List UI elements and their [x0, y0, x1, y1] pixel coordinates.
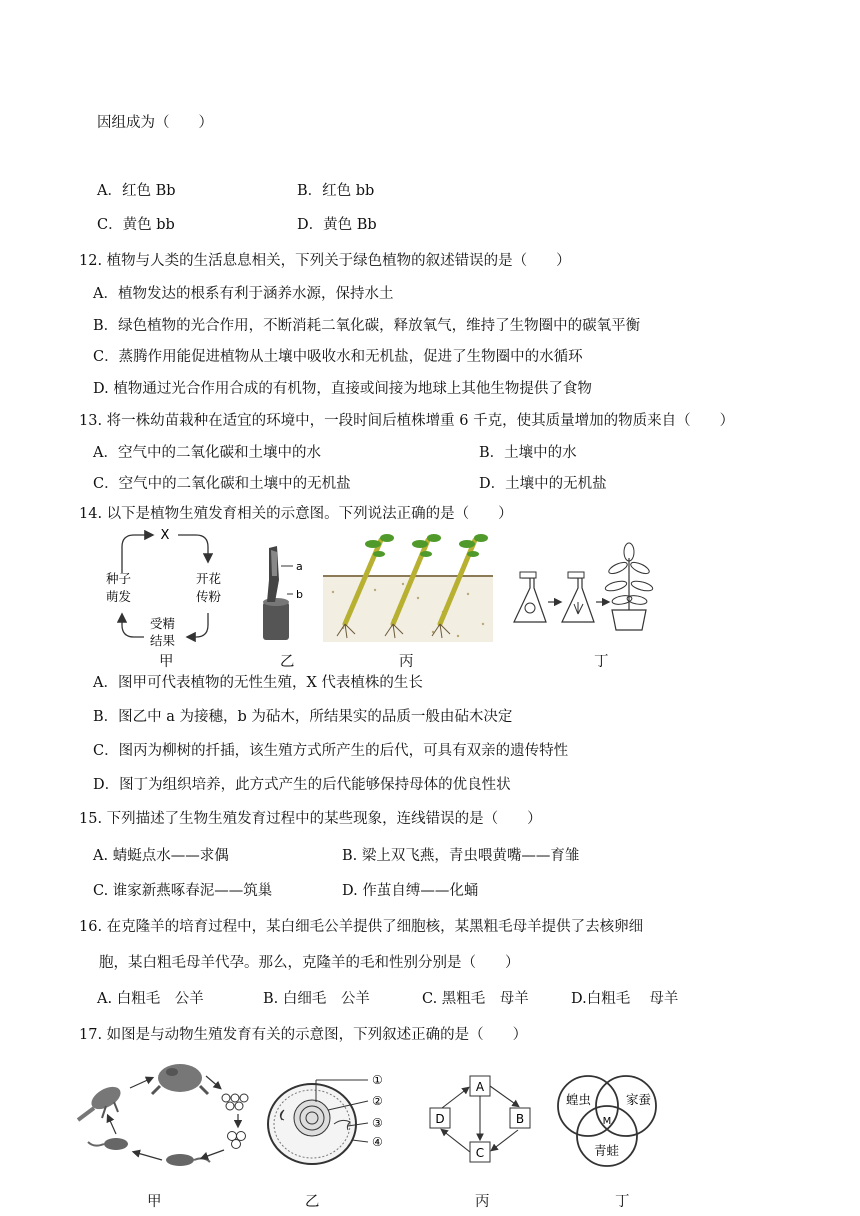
q13-option-b[interactable]: B．土壤中的水 [479, 445, 577, 461]
q15-option-b[interactable]: B. 梁上双飞燕，青虫喂黄嘴——育雏 [342, 848, 580, 864]
q16-option-b[interactable]: B. 白细毛 公羊 [263, 991, 370, 1007]
cycle-top-label: X [160, 528, 170, 543]
q12-option-c[interactable]: C．蒸腾作用能促进植物从土壤中吸收水和无机盐，促进了生物圈中的水循环 [93, 349, 583, 365]
venn-label-frog: 青蛙 [594, 1143, 620, 1158]
q12-stem: 12. 植物与人类的生活息息相关，下列关于绿色植物的叙述错误的是（ ） [79, 253, 571, 269]
egg-label-3: ③ [372, 1116, 383, 1130]
cycle-node-c: C [475, 1146, 485, 1160]
venn-label-silkworm: 家蚕 [626, 1092, 652, 1107]
q15-stem: 15. 下列描述了生物生殖发育过程中的某些现象，连线错误的是（ ） [79, 811, 542, 827]
q17-caption-bing: 丙 [475, 1194, 490, 1210]
egg-label-4: ④ [372, 1135, 383, 1149]
q14-option-b[interactable]: B．图乙中 a 为接穗，b 为砧木，所结果实的品质一般由砧木决定 [93, 709, 513, 725]
q17-caption-jia: 甲 [147, 1194, 162, 1210]
q15-option-c[interactable]: C. 谁家新燕啄春泥——筑巢 [93, 883, 273, 899]
q14-figure-yi-graft [255, 540, 315, 645]
q14-stem: 14. 以下是植物生殖发育相关的示意图。下列说法正确的是（ ） [79, 506, 513, 522]
q16-option-a[interactable]: A. 白粗毛 公羊 [97, 991, 204, 1007]
q15-option-a[interactable]: A. 蜻蜓点水——求偶 [93, 848, 229, 864]
q17-figure-bing-cycle [424, 1072, 536, 1172]
graft-label-a: a [296, 560, 303, 573]
q17-stem: 17. 如图是与动物生殖发育有关的示意图，下列叙述正确的是（ ） [79, 1027, 528, 1043]
q11-option-d[interactable]: D．黄色 Bb [297, 217, 377, 233]
cycle-right-label-2: 传粉 [196, 589, 222, 604]
cycle-node-a: A [475, 1080, 485, 1094]
q16-option-d[interactable]: D.白粗毛 母羊 [571, 991, 679, 1007]
venn-label-m: M [602, 1116, 612, 1127]
q17-caption-yi: 乙 [305, 1194, 320, 1210]
q13-option-a[interactable]: A．空气中的二氧化碳和土壤中的水 [93, 445, 321, 461]
q14-figure-bing-cuttings [323, 532, 493, 642]
q11-option-c[interactable]: C．黄色 bb [97, 217, 175, 233]
q14-caption-bing: 丙 [399, 654, 414, 670]
q16-stem-line-1: 16. 在克隆羊的培育过程中，某白细毛公羊提供了细胞核，某黑粗毛母羊提供了去核卵细 [79, 919, 644, 935]
q14-caption-ding: 丁 [594, 654, 609, 670]
q16-option-c[interactable]: C. 黑粗毛 母羊 [422, 991, 529, 1007]
q12-option-b[interactable]: B．绿色植物的光合作用，不断消耗二氧化碳，释放氧气，维持了生物圈中的碳氧平衡 [93, 318, 641, 334]
q13-stem: 13. 将一株幼苗栽种在适宜的环境中，一段时间后植株增重 6 千克，使其质量增加的物质来自（ ） [79, 413, 735, 429]
q14-option-d[interactable]: D．图丁为组织培养，此方式产生的后代能够保持母体的优良性状 [93, 777, 511, 793]
q14-option-a[interactable]: A．图甲可代表植物的无性生殖，X 代表植株的生长 [93, 675, 423, 691]
q14-caption-jia: 甲 [159, 654, 174, 670]
q17-figure-yi-egg [264, 1068, 394, 1173]
venn-label-locust: 蝗虫 [566, 1092, 592, 1107]
cycle-node-d: D [435, 1112, 445, 1126]
q17-caption-ding: 丁 [615, 1194, 630, 1210]
graft-label-b: b [296, 588, 303, 601]
q14-figure-jia-cycle [92, 525, 222, 655]
q11-option-a[interactable]: A．红色 Bb [97, 183, 176, 199]
q17-figure-jia-frog-cycle [76, 1058, 261, 1173]
cycle-node-b: B [515, 1112, 525, 1126]
q14-option-c[interactable]: C．图丙为柳树的扦插，该生殖方式所产生的后代，可具有双亲的遗传特性 [93, 743, 569, 759]
q14-figure-ding-tissue-culture [508, 538, 668, 638]
q12-option-a[interactable]: A．植物发达的根系有利于涵养水源，保持水土 [93, 286, 394, 302]
q13-option-c[interactable]: C．空气中的二氧化碳和土壤中的无机盐 [93, 476, 351, 492]
egg-label-1: ① [372, 1073, 383, 1087]
cycle-left-label-2: 萌发 [106, 589, 132, 604]
q12-option-d[interactable]: D. 植物通过光合作用合成的有机物，直接或间接为地球上其他生物提供了食物 [93, 381, 592, 397]
q13-option-d[interactable]: D．土壤中的无机盐 [479, 476, 607, 492]
cycle-right-label-1: 开花 [196, 571, 222, 586]
q11-stem-tail: 因组成为（ ） [97, 115, 213, 131]
q15-option-d[interactable]: D. 作茧自缚——化蛹 [342, 883, 479, 899]
cycle-bottom-label-2: 结果 [150, 633, 176, 648]
egg-label-2: ② [372, 1094, 383, 1108]
q14-caption-yi: 乙 [280, 654, 295, 670]
cycle-bottom-label-1: 受精 [150, 616, 176, 631]
q11-option-b[interactable]: B．红色 bb [297, 183, 375, 199]
cycle-left-label-1: 种子 [106, 571, 132, 586]
q16-stem-line-2: 胞，某白粗毛母羊代孕。那么，克隆羊的毛和性别分别是（ ） [99, 955, 520, 971]
q17-figure-ding-venn [552, 1070, 664, 1175]
